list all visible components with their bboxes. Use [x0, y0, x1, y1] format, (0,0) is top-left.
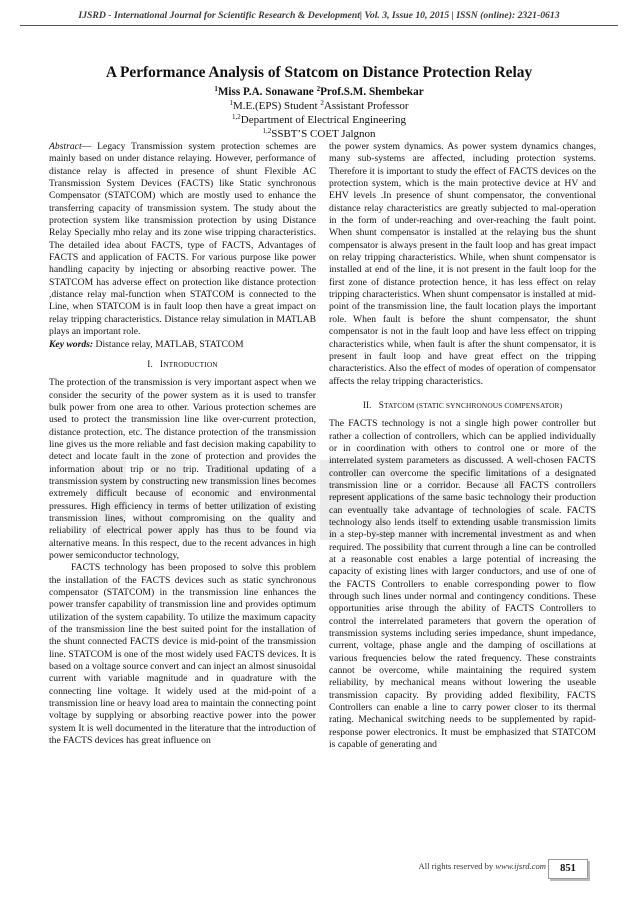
section-heading-introduction: I. INTRODUCTION	[147, 358, 218, 369]
paper-authors: $^1$Miss P.A. Sonawane $^2$Prof.S.M. Shembekar	[214, 85, 424, 98]
footer-rights: All rights reserved by www.ijsrd.com	[418, 861, 546, 871]
section-heading-statcom: II. STATCOM (STATIC SYNCHRONOUS COMPENSATOR)	[362, 399, 563, 410]
page-number: 851	[548, 859, 588, 879]
journal-header: IJSRD - International Journal for Scientific Research & Development| Vol. 3, Issue 10, 2015 | ISSN (online): 2321-0613	[78, 10, 560, 21]
paper-title: A Performance Analysis of Statcom on Distance Protection Relay	[105, 64, 533, 81]
keywords: Key words: Distance relay, MATLAB, STATCOM	[49, 338, 244, 350]
footer-site-link[interactable]: www.ijsrd.com	[495, 861, 546, 871]
statcom-paragraph-1: The FACTS technology is not a single high power controller but rather a collection of controllers, which can be applied individually or in coordination with others to control one or more of the interrelated system parameters as discussed. A well-chosen FACTS controller can overcome the specific limitations of a designated transmission line or a corridor. Because all FACTS controllers represent applications of the same basic technology their production can eventually take advantage of technologies of scale. FACTS technology also lends itself to extending usable transmission limits in a step-by-step manner with incremental investment as and when required. The possibility that current through a line can be controlled at a reasonable cost enables a large potential of increasing the capacity of existing lines with larger conductors, and use of one of the FACTS Controllers to enable corresponding power to flow through such lines under normal and contingency conditions. These opportunities arise through the ability of FACTS Controllers to control the interrelated parameters that govern the operation of transmission systems including series impedance, shunt impedance, current, voltage, phase angle and the damping of oscillations at various frequencies below the rated frequency. These constraints cannot be overcome, while maintaining the required system reliability, by mechanical means without lowering the useable transmission capacity. By providing added flexibility, FACTS Controllers can enable a line to carry power closer to its thermal rating. Mechanical switching needs to be supplemented by rapid-response power electronics. It must be emphasized that STATCOM is capable of generating and	[329, 418, 596, 751]
author-department: $^{1,2}$Department of Electrical Engineering	[232, 113, 406, 126]
header-rule	[20, 25, 618, 26]
author-roles: $^1$M.E.(EPS) Student $^2$Assistant Professor	[229, 99, 409, 112]
intro-paragraph-3: the power system dynamics. As power system dynamics changes, many sub-systems are affected, including protection systems. Therefore it is important to study the effect of FACTS devices on the protection system, which is the main protective device at HV and EHV levels .In presence of shunt compensator, the conventional distance relay characteristics are greatly subjected to mal-operation in the form of under-reaching and over-reaching the fault point. When shunt compensator is installed at the relaying bus the shunt compensator is always present in the fault loop and has great impact on relay tripping characteristics. While, when shunt compensator is installed at end of the line, it is not present in the fault loop for the first zone of distance protection hence, it has less effect on relay tripping characteristics. When shunt compensator is installed at mid-point of the transmission line, the fault location plays the important role. When fault is before the shunt compensator, the shunt compensator is not in the fault loop and have less effect on tripping characteristics while, when fault is after the shunt compensator, it is present in fault loop and have great effect on the tripping characteristics. Also the effect of modes of operation of compensator affects the relay tripping characteristics.	[329, 141, 596, 387]
right-column	[329, 141, 596, 752]
left-column	[49, 141, 316, 748]
intro-paragraph-2: FACTS technology has been proposed to solve this problem the installation of the FACTS devices such as static synchronous compensator (STATCOM) in the transmission line enhances the power transfer capability of transmission line and provides optimum utilization of the system capability. To utilize the maximum capacity of the transmission line the best suited point for the installation of the shunt connected FACTS device is mid-point of the transmission line. STATCOM is one of the most widely used FACTS devices. It is based on a voltage source convert and can inject an almost sinusoidal current with variable magnitude and in quadrature with the connecting line voltage. It widely used at the mid-point of a transmission line or heavy load area to maintain the connecting point voltage by supplying or absorbing reactive power into the power system It is well documented in the literature that the introduction of the FACTS devices has great influence on	[49, 562, 317, 747]
page-footer	[20, 859, 618, 881]
author-institution: $^{1,2}$SSBT’S COET Jalgnon	[262, 127, 376, 140]
intro-paragraph-1: The protection of the transmission is very important aspect when we consider the security of the power system as it is used to transfer bulk power from one area to other. Various protection schemes are used to protect the transmission line like over-current protection, distance protection, etc. The distance protection of the transmission line gives us the more reliable and fast decision making capability to detect and locate fault in the zone of protection and provides the information about trip or no trip. Traditional updating of a transmission system by constructing new transmission lines becomes extremely difficult because of economic and environmental pressures. High efficiency in terms of better utilization of existing transmission lines, without compromising on the quality and reliability of electrical power apply has thus to be found via alternative means. In this respect, due to the recent advances in high power semiconductor technology,	[49, 377, 316, 561]
abstract: Abstract— Legacy Transmission system protection schemes are mainly based on under distance relaying. However, performance of distance relay is affected in presence of shunt Flexible AC Transmission System Devices (FACTS) like Static synchronous Compensator (STATCOM) which are mostly used to enhance the transferring capacity of transmission system. The study about the protection system like transmission protection by using Distance Relay Specially mho relay and its zone wise tripping characteristics. The detailed idea about FACTS, type of FACTS, Advantages of FACTS and application of FACTS. For various purpose like power handling capacity by injecting or absorbing reactive power. The STATCOM has adverse effect on protection like distance protection ,distance relay mal-function when STATCOM is connected to the Line, when STATCOM is in fault loop then have a great impact on relay tripping characteristics. Distance relay simulation in MATLAB plays an important role.	[49, 141, 316, 338]
